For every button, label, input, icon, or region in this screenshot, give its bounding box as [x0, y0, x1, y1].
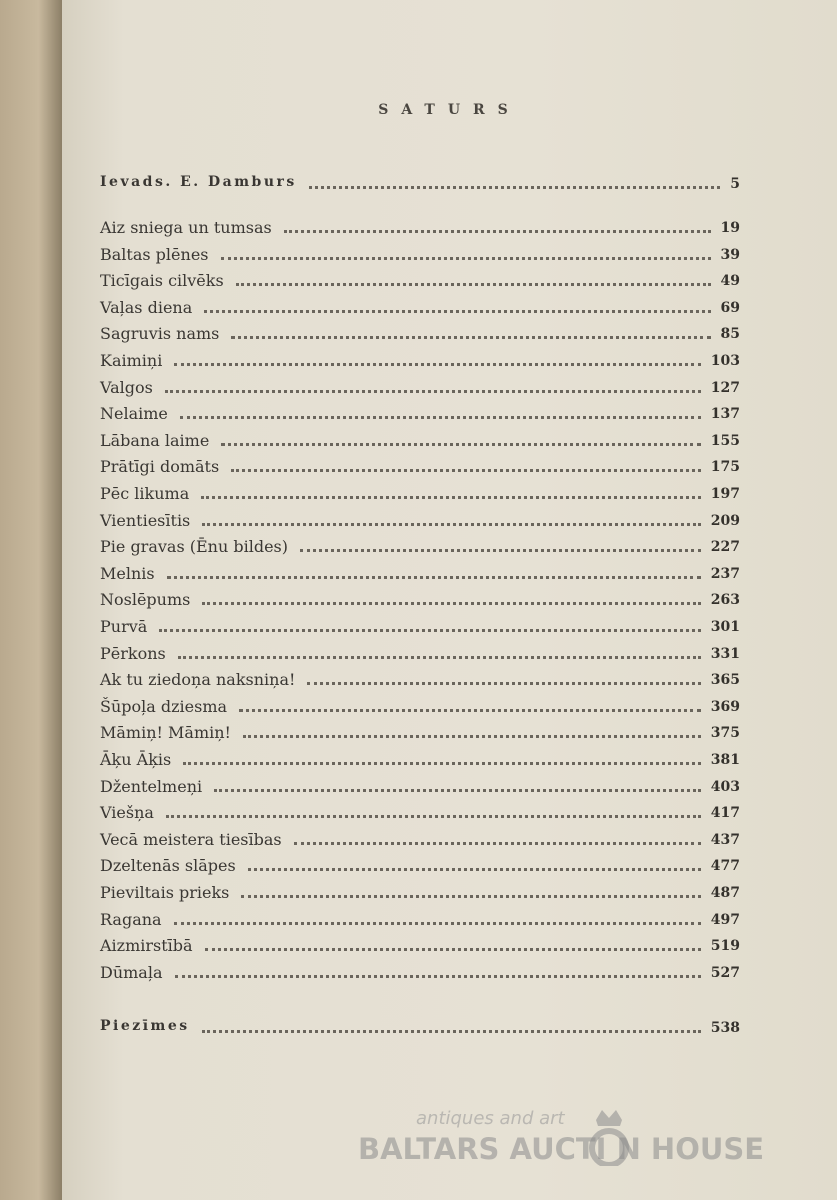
toc-entry-page: 39: [720, 246, 740, 263]
leader-dots: [284, 226, 711, 233]
toc-entry: [100, 404, 750, 426]
toc-entry-title: Purvā: [100, 617, 148, 636]
leader-dots: [205, 944, 701, 951]
toc-entry-title: Lābana laime: [100, 430, 210, 450]
toc-entry-title: Viešņa: [100, 803, 154, 823]
toc-entry: [100, 537, 750, 559]
leader-dots: [241, 891, 700, 898]
toc-entry-title: Pie gravas (Ēnu bildes): [100, 537, 288, 557]
toc-entry: [100, 803, 750, 825]
leader-dots: [300, 545, 701, 552]
toc-entry-page: 331: [710, 645, 740, 662]
toc-entry-page: 519: [710, 938, 740, 955]
toc-entry-page: 487: [710, 885, 740, 901]
leader-dots: [214, 785, 701, 792]
toc-entry-page: 263: [710, 592, 740, 609]
toc-entry-title: Pēc likuma: [100, 484, 190, 503]
toc-entry-page: 538: [710, 1020, 740, 1036]
toc-entry-page: 197: [710, 486, 740, 502]
watermark-brand: BALTARS AUCTI N HOUSE: [358, 1132, 765, 1166]
leader-dots: [243, 731, 701, 738]
toc-entry: [100, 511, 750, 533]
leader-dots: [309, 182, 720, 189]
toc-entry-page: 375: [710, 725, 740, 742]
toc-entry-title: Vaļas diena: [100, 297, 193, 317]
toc-entry-title: Aizmirstībā: [100, 936, 193, 956]
toc-entry: [100, 245, 750, 267]
toc-entry-page: 137: [710, 406, 740, 423]
leader-dots: [221, 439, 700, 446]
leader-dots: [165, 386, 701, 393]
leader-dots: [174, 359, 700, 366]
toc-entry-title: Prātīgi domāts: [100, 457, 220, 477]
leader-dots: [174, 918, 701, 925]
toc-entry-page: 527: [710, 964, 740, 981]
toc-entry-page: 437: [710, 831, 740, 848]
toc-entry: [100, 174, 750, 196]
toc-entry-title: Ak tu ziedoņa naksniņa!: [100, 670, 296, 690]
toc-entry-page: 477: [710, 858, 740, 875]
toc-entry-page: 127: [710, 379, 740, 396]
toc-entry-title: Pērkons: [100, 643, 166, 663]
leader-dots: [166, 811, 701, 818]
watermark-tagline: antiques and art: [416, 1108, 565, 1129]
leader-dots: [202, 598, 700, 605]
leader-dots: [202, 519, 701, 526]
crown-icon: [586, 1102, 632, 1166]
toc-entry-page: 49: [720, 273, 740, 290]
toc-entry: [100, 378, 750, 400]
toc-entry-page: 19: [720, 220, 740, 236]
toc-entry-title: Melnis: [100, 563, 155, 583]
toc-entry-page: 69: [720, 299, 740, 316]
toc-entry: [100, 670, 750, 692]
toc-entry: [100, 484, 750, 506]
toc-entry: [100, 298, 750, 320]
leader-dots: [231, 465, 701, 472]
toc-entry-title: Valgos: [100, 377, 153, 397]
toc-entry-title: Noslēpums: [100, 590, 191, 610]
book-gutter: [0, 0, 70, 1200]
leader-dots: [167, 572, 701, 579]
toc-entry: [100, 457, 750, 479]
toc-entry-title: Pieviltais prieks: [100, 883, 230, 902]
toc-entry-title: Sagruvis nams: [100, 324, 220, 344]
toc-entry-title: Vecā meistera tiesības: [100, 829, 282, 849]
toc-entry-page: 85: [720, 326, 740, 343]
toc-entry: [100, 777, 750, 799]
toc-entry-title: Šūpoļa dziesma: [100, 696, 228, 716]
toc-entry-title: Džentelmeņi: [100, 776, 203, 796]
leader-dots: [201, 492, 701, 499]
leader-dots: [175, 971, 701, 978]
toc-entry-page: 365: [710, 672, 740, 689]
toc-entry-page: 103: [710, 353, 740, 369]
toc-entry: [100, 963, 750, 985]
leader-dots: [180, 412, 701, 419]
toc-entry: [100, 830, 750, 852]
toc-entry: [100, 1018, 750, 1040]
toc-entry-title: Baltas plēnes: [100, 244, 209, 264]
toc-entry-page: 369: [710, 698, 740, 715]
toc-entry: [100, 697, 750, 719]
toc-entry-title: Dūmaļa: [100, 962, 163, 982]
toc-entry: [100, 644, 750, 666]
toc-entry-page: 417: [710, 805, 740, 822]
toc-entry: [100, 856, 750, 878]
toc-entry: [100, 431, 750, 453]
toc-entry: [100, 750, 750, 772]
toc-entry-title: Dzeltenās slāpes: [100, 856, 236, 876]
toc-entry-page: 5: [730, 176, 740, 192]
toc-entry: [100, 883, 750, 905]
toc-entry-title: Ievads. E. Damburs: [100, 174, 297, 190]
toc-entry: [100, 564, 750, 586]
watermark: [358, 1108, 765, 1168]
toc-entry: [100, 723, 750, 745]
leader-dots: [178, 652, 701, 659]
leader-dots: [159, 625, 700, 632]
toc-entry-title: Ticīgais cilvēks: [100, 271, 224, 291]
page-title: SATURS: [378, 102, 521, 118]
toc-entry: [100, 936, 750, 958]
leader-dots: [204, 306, 710, 313]
leader-dots: [248, 864, 701, 871]
toc-entry-page: 155: [710, 432, 740, 449]
toc-entry-page: 227: [710, 539, 740, 556]
toc-entry: [100, 218, 750, 240]
toc-entry: [100, 324, 750, 346]
toc-entry: [100, 271, 750, 293]
toc-entry-page: 175: [710, 459, 740, 476]
toc-entry-title: Nelaime: [100, 404, 168, 424]
toc-entry-page: 301: [710, 619, 740, 635]
toc-entry: [100, 590, 750, 612]
toc-entry-title: Kaimiņi: [100, 351, 163, 370]
leader-dots: [239, 705, 701, 712]
toc-entry-title: Ragana: [100, 909, 162, 929]
toc-entry-title: Āķu Āķis: [100, 750, 172, 769]
toc-entry-title: Piezīmes: [100, 1018, 190, 1034]
toc-entry: [100, 351, 750, 373]
toc-entry-page: 209: [710, 512, 740, 529]
leader-dots: [183, 758, 701, 765]
toc-entry: [100, 617, 750, 639]
toc-entry-page: 403: [710, 778, 740, 795]
toc-entry: [100, 910, 750, 932]
leader-dots: [202, 1026, 701, 1033]
toc-entry-page: 381: [710, 752, 740, 768]
toc-entry-title: Aiz sniega un tumsas: [100, 218, 272, 237]
toc-entry-title: Vientiesītis: [100, 510, 191, 530]
toc-entry-title: Māmiņ! Māmiņ!: [100, 723, 231, 743]
toc-entry-page: 497: [710, 911, 740, 928]
leader-dots: [231, 332, 710, 339]
leader-dots: [307, 678, 700, 685]
toc-entry-page: 237: [710, 565, 740, 582]
leader-dots: [294, 838, 701, 845]
leader-dots: [236, 279, 711, 286]
leader-dots: [221, 253, 711, 260]
